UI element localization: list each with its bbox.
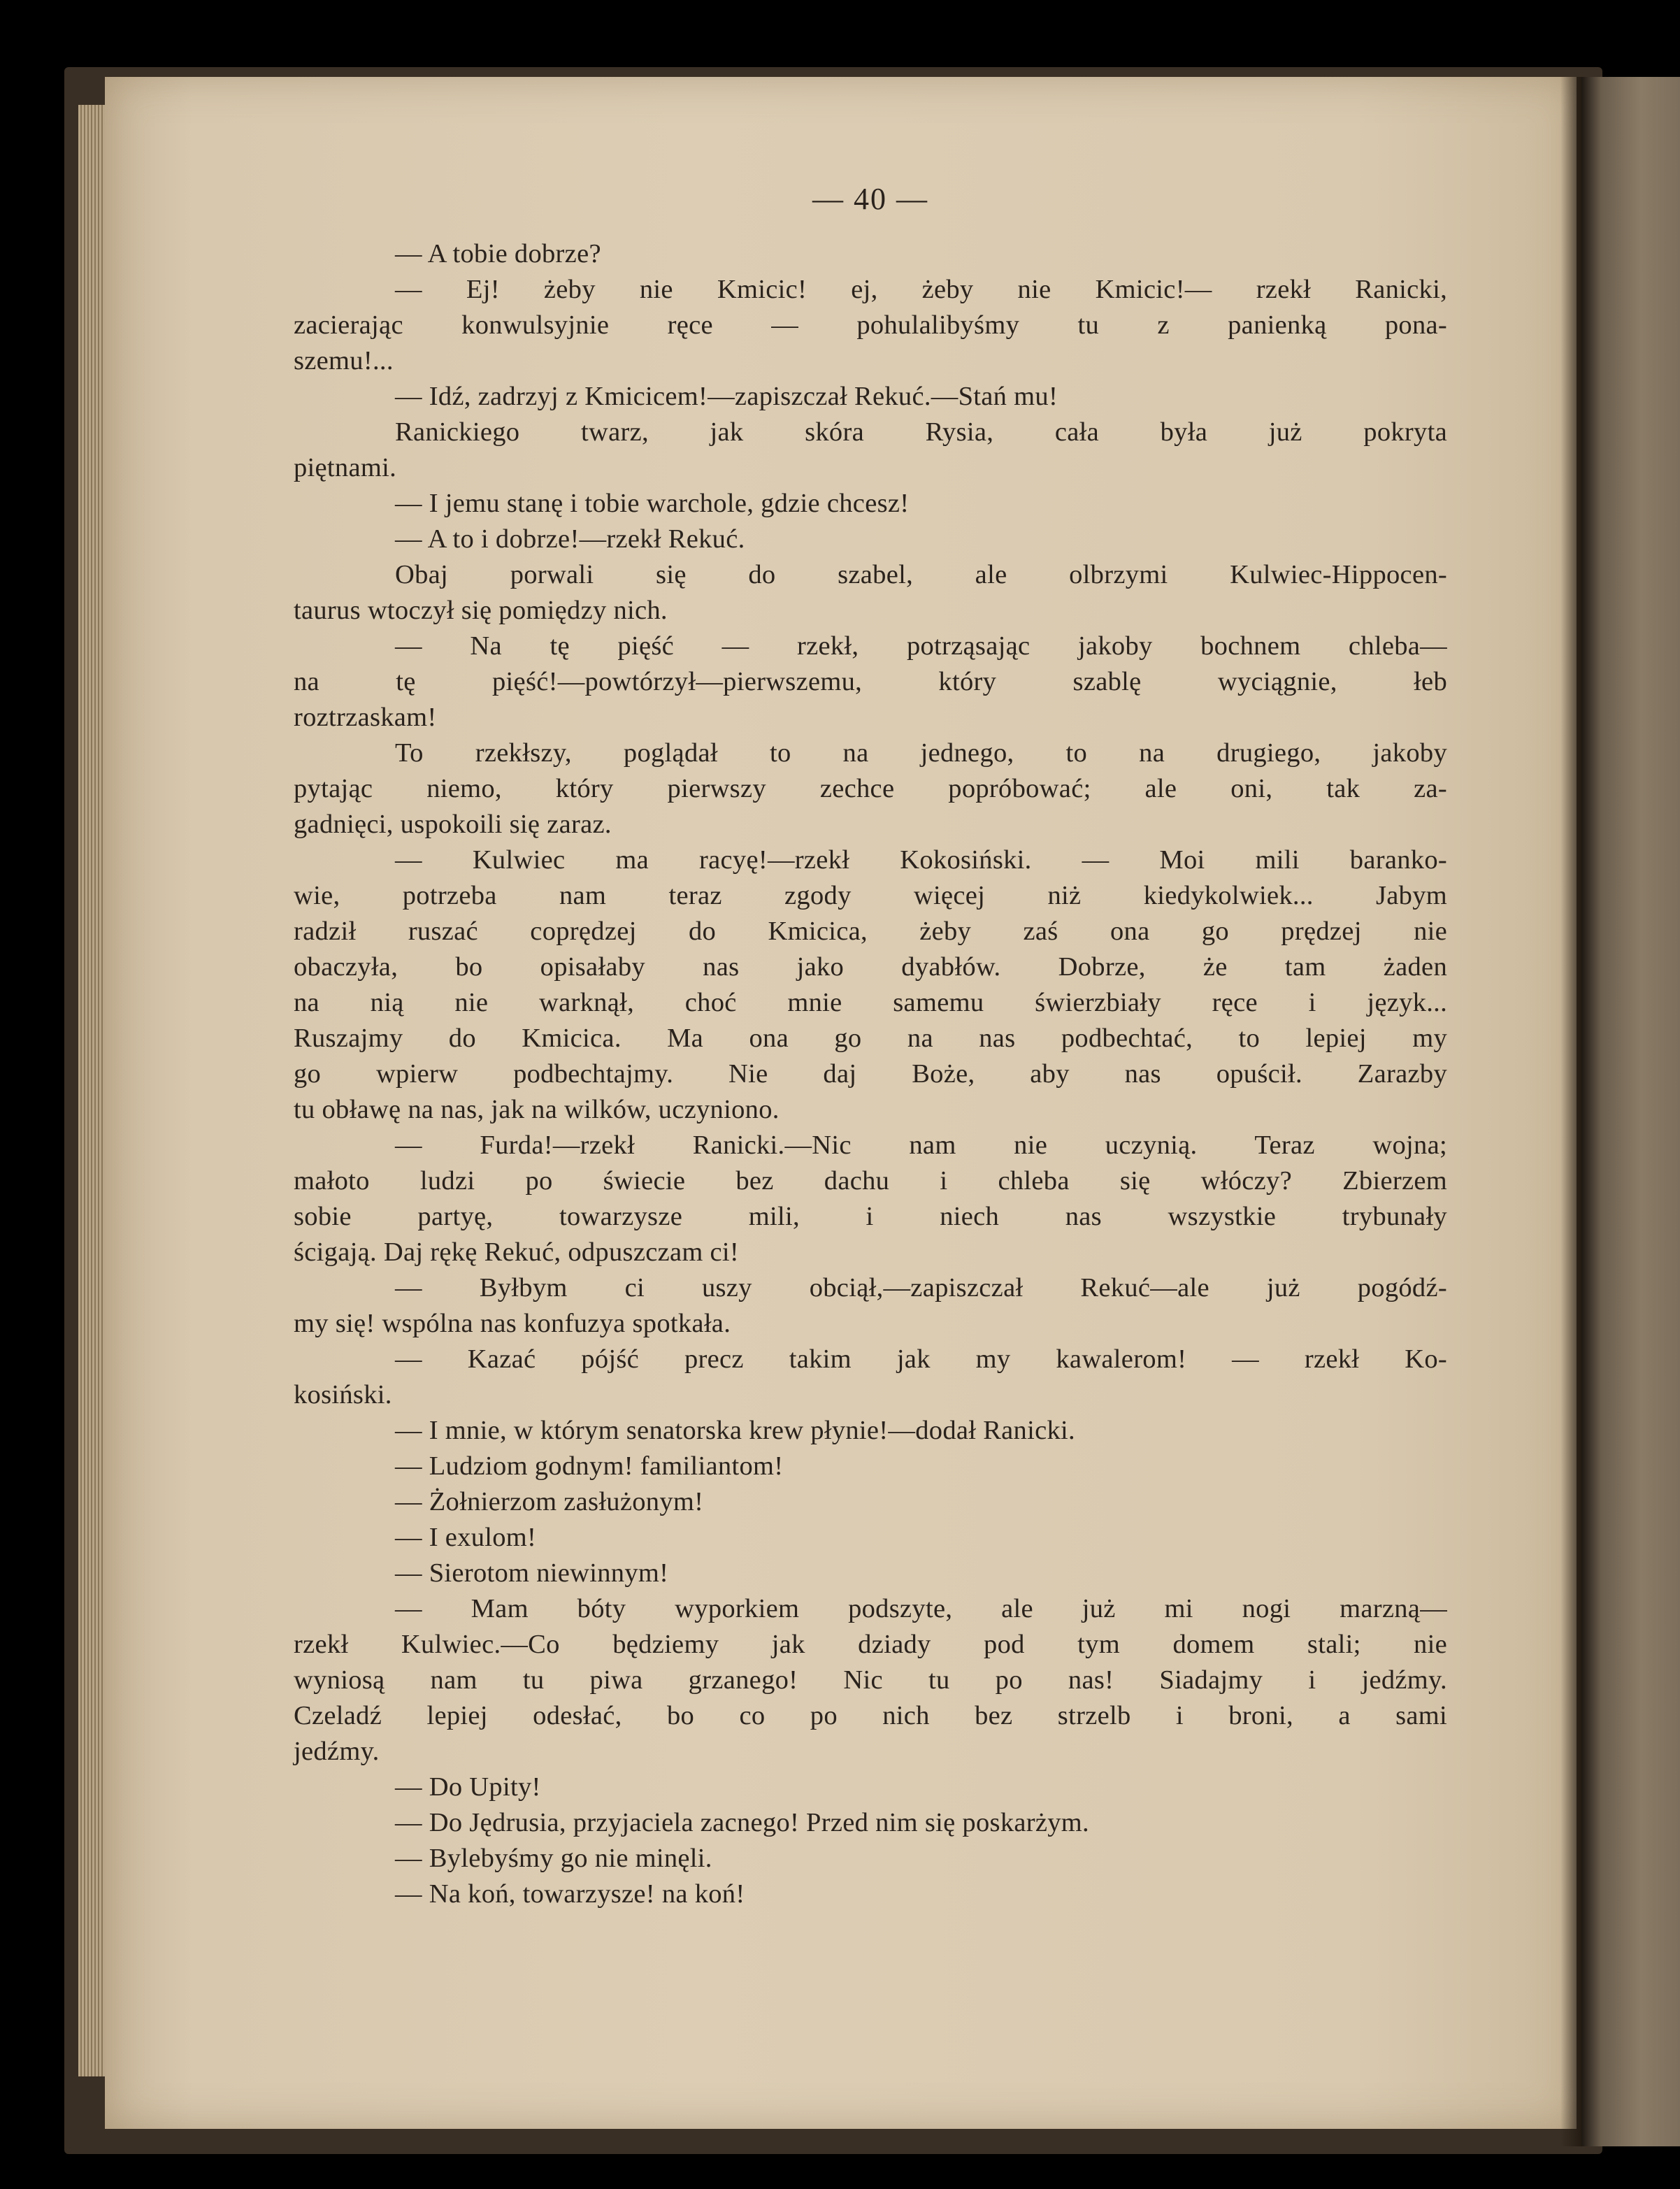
text-line: szemu!... xyxy=(294,346,394,375)
text-line: obaczyła, bo opisałaby nas jako dyabłów. Dobrze, że tam żaden xyxy=(294,952,1447,982)
paragraph xyxy=(294,735,1447,842)
text-line: — I mnie, w którym senatorska krew płynie!—dodał Ranicki. xyxy=(395,1416,1075,1445)
text-line: — Ludziom godnym! familiantom! xyxy=(395,1451,784,1481)
text-line: — Do Upity! xyxy=(395,1772,541,1802)
page-stack-edge xyxy=(78,105,106,2076)
text-line: — Do Jędrusia, przyjaciela zacnego! Przed nim się poskarżym. xyxy=(395,1808,1089,1837)
text-line: taurus wtoczył się pomiędzy nich. xyxy=(294,596,668,625)
right-page-edge xyxy=(1581,77,1680,2146)
text-line: go wpierw podbechtajmy. Nie daj Boże, aby nas opuścił. Zarazby xyxy=(294,1059,1447,1089)
text-line: Ranickiego twarz, jak skóra Rysia, cała była już pokryta xyxy=(395,417,1447,447)
text-line: — Kazać pójść precz takim jak my kawalerom! — rzekł Ko- xyxy=(395,1344,1447,1374)
text-line: — Byłbym ci uszy obciął,—zapiszczał Rekuć—ale już pogódź- xyxy=(395,1273,1447,1302)
text-line: — Na tę pięść — rzekł, potrząsając jakoby bochnem chleba— xyxy=(395,631,1447,661)
text-line: na nią nie warknął, choć mnie samemu świerzbiały ręce i język... xyxy=(294,988,1447,1017)
text-line: rzekł Kulwiec.—Co będziemy jak dziady pod tym domem stali; nie xyxy=(294,1630,1447,1659)
text-line: To rzekłszy, poglądał to na jednego, to na drugiego, jakoby xyxy=(395,738,1447,768)
text-line: sobie partyę, towarzysze mili, i niech nas wszystkie trybunały xyxy=(294,1202,1447,1231)
text-line: Czeladź lepiej odesłać, bo co po nich bez strzelb i broni, a sami xyxy=(294,1701,1447,1730)
text-line: na tę pięść!—powtórzył—pierwszemu, który szablę wyciągnie, łeb xyxy=(294,667,1447,696)
text-line: — Bylebyśmy go nie minęli. xyxy=(395,1844,712,1873)
paragraph xyxy=(294,842,1447,1128)
paragraph xyxy=(294,1342,1447,1413)
page-text xyxy=(294,178,1447,1912)
text-line: — Furda!—rzekł Ranicki.—Nic nam nie uczynią. Teraz wojna; xyxy=(395,1131,1447,1160)
paragraph xyxy=(294,1841,1447,1876)
text-line: radził ruszać coprędzej do Kmicica, żeby zaś ona go prędzej nie xyxy=(294,917,1447,946)
text-line: piętnami. xyxy=(294,453,397,482)
text-line: małoto ludzi po świecie bez dachu i chleba się włóczy? Zbierzem xyxy=(294,1166,1447,1196)
text-line: wyniosą nam tu piwa grzanego! Nic tu po nas! Siadajmy i jedźmy. xyxy=(294,1665,1447,1695)
paragraph xyxy=(294,1484,1447,1520)
paragraph xyxy=(294,1805,1447,1841)
paragraph xyxy=(294,1128,1447,1270)
text-line: tu obławę na nas, jak na wilków, uczyniono. xyxy=(294,1095,780,1124)
paragraph xyxy=(294,1449,1447,1484)
text-line: — Idź, zadrzyj z Kmicicem!—zapiszczał Rekuć.—Stań mu! xyxy=(395,382,1058,411)
paragraph xyxy=(294,1876,1447,1912)
paragraph xyxy=(294,1556,1447,1591)
text-line: — A to i dobrze!—rzekł Rekuć. xyxy=(395,524,745,554)
text-line: jedźmy. xyxy=(294,1737,380,1766)
paragraph xyxy=(294,1270,1447,1342)
paragraph xyxy=(294,629,1447,735)
text-line: wie, potrzeba nam teraz zgody więcej niż kiedykolwiek... Jabym xyxy=(294,881,1447,910)
paragraph xyxy=(294,1413,1447,1449)
text-line: — Sierotom niewinnym! xyxy=(395,1558,669,1588)
text-line: zacierając konwulsyjnie ręce — pohulalibyśmy tu z panienką pona- xyxy=(294,310,1447,340)
text-line: — Kulwiec ma racyę!—rzekł Kokosiński. — Moi mili baranko- xyxy=(395,845,1447,875)
text-line: — A tobie dobrze? xyxy=(395,239,601,268)
text-line: ścigają. Daj rękę Rekuć, odpuszczam ci! xyxy=(294,1237,740,1267)
text-line: — Ej! żeby nie Kmicic! ej, żeby nie Kmicic!— rzekł Ranicki, xyxy=(395,275,1447,304)
paragraph xyxy=(294,379,1447,415)
text-line: Ruszajmy do Kmicica. Ma ona go na nas podbechtać, to lepiej my xyxy=(294,1024,1447,1053)
paragraph xyxy=(294,1520,1447,1556)
paragraph xyxy=(294,272,1447,379)
text-line: — I exulom! xyxy=(395,1523,537,1552)
page-number: — 40 — xyxy=(812,182,928,216)
body-text xyxy=(294,236,1447,1912)
paragraph xyxy=(294,415,1447,486)
text-line: — Mam bóty wyporkiem podszyte, ale już mi nogi marzną— xyxy=(395,1594,1447,1623)
text-line: — Żołnierzom zasłużonym! xyxy=(395,1487,704,1516)
text-line: pytając niemo, który pierwszy zechce popróbować; ale oni, tak za- xyxy=(294,774,1447,803)
text-line: — I jemu stanę i tobie warchole, gdzie chcesz! xyxy=(395,489,910,518)
text-line: roztrzaskam! xyxy=(294,703,437,732)
text-line: gadnięci, uspokoili się zaraz. xyxy=(294,810,612,839)
paragraph xyxy=(294,486,1447,522)
paragraph xyxy=(294,522,1447,557)
text-line: my się! wspólna nas konfuzya spotkała. xyxy=(294,1309,731,1338)
paragraph xyxy=(294,557,1447,629)
paragraph xyxy=(294,1591,1447,1770)
text-line: Obaj porwali się do szabel, ale olbrzymi Kulwiec-Hippocen- xyxy=(395,560,1447,589)
paragraph xyxy=(294,236,1447,272)
paragraph xyxy=(294,1770,1447,1805)
text-line: kosiński. xyxy=(294,1380,392,1409)
text-line: — Na koń, towarzysze! na koń! xyxy=(395,1879,745,1909)
